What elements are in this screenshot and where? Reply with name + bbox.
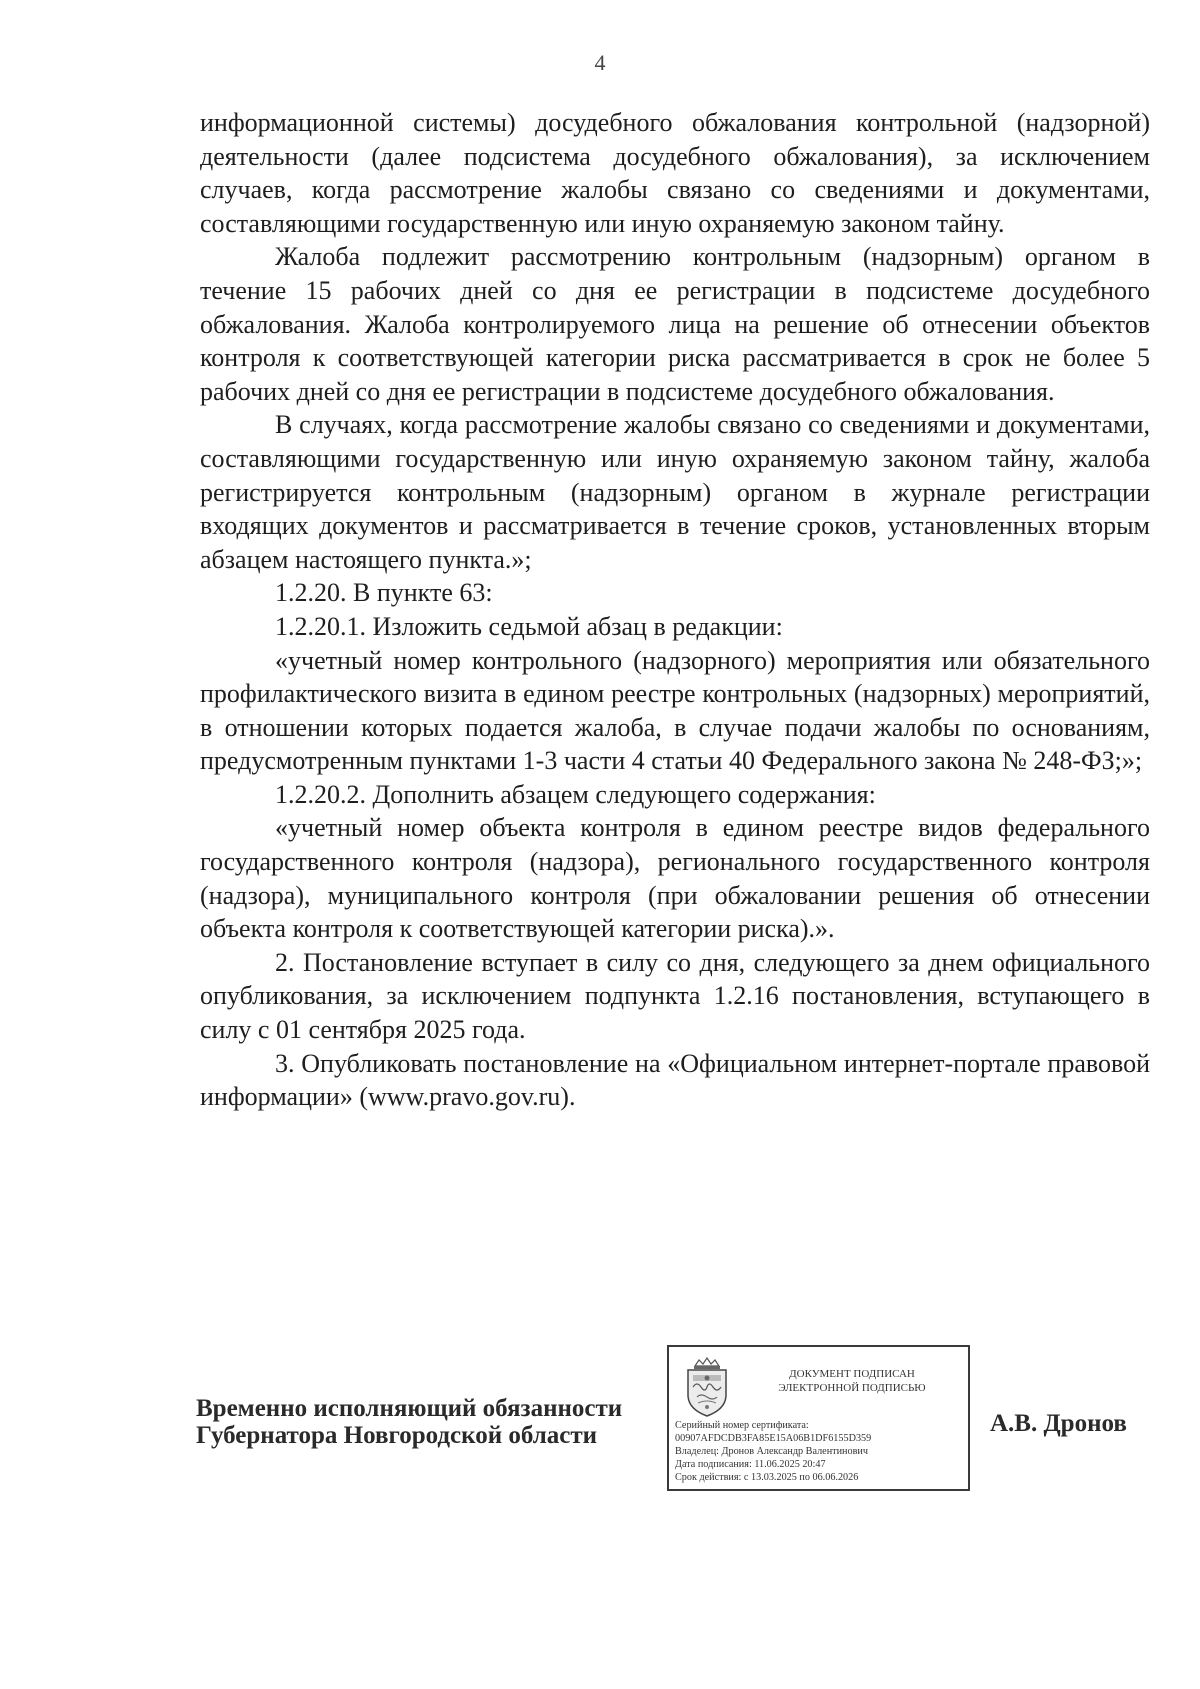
signer-name: А.В. Дронов: [990, 1410, 1127, 1437]
certificate-label: Серийный номер сертификата:: [675, 1420, 809, 1431]
novgorod-coat-of-arms-icon: [677, 1357, 737, 1419]
signer-title-line: Временно исполняющий обязанности: [196, 1395, 623, 1422]
stamp-heading-line: ЭЛЕКТРОННОЙ ПОДПИСЬЮ: [778, 1382, 926, 1394]
body-paragraph: информационной системы) досудебного обжалования контрольной (надзорной) деятельности (далее подсистема досудебного обжалования), за исключением случаев, когда рассмотрение жалобы связано со сведениями и документами, составляющими государственную или иную охраняемую законом тайну.: [200, 108, 1150, 238]
body-paragraph: «учетный номер контрольного (надзорного) мероприятия или обязательного профилактического визита в едином реестре контрольных (надзорных) мероприятий, в отношении которых подается жалоба, в случае подачи жалобы по основаниям, предусмотренным пунктами 1-3 части 4 статьи 40 Федерального закона № 248-ФЗ;»;: [200, 645, 1150, 776]
body-paragraph: «учетный номер объекта контроля в едином реестре видов федерального государственного контроля (надзора), регионального государственного контроля (надзора), муниципального контроля (при обжаловании решения об отнесении объекта контроля к соответствующей категории риска).».: [200, 813, 1150, 944]
certificate-owner: Владелец: Дронов Александр Валентинович: [675, 1446, 868, 1457]
electronic-signature-stamp: [667, 1345, 970, 1491]
body-paragraph: В случаях, когда рассмотрение жалобы связано со сведениями и документами, составляющими государственную или иную охраняемую законом тайну, жалоба регистрируется контрольным (надзорным) органом в журнале регистрации входящих документов и рассматривается в течение сроков, установленных вторым абзацем настоящего пункта.»;: [200, 410, 1150, 574]
certificate-number: 00907AFDCDB3FA85E15A06B1DF6155D359: [675, 1433, 872, 1444]
stamp-heading-line: ДОКУМЕНТ ПОДПИСАН: [789, 1368, 915, 1380]
body-paragraph: 3. Опубликовать постановление на «Официальном интернет-портале правовой информации» (www.pravo.gov.ru).: [200, 1048, 1150, 1112]
certificate-validity: Срок действия: с 13.03.2025 по 06.06.2026: [675, 1472, 859, 1483]
signer-title: [196, 1395, 622, 1449]
signing-date: Дата подписания: 11.06.2025 20:47: [675, 1459, 826, 1470]
signer-title-line: Губернатора Новгородской области: [196, 1422, 598, 1449]
body-paragraph: 1.2.20. В пункте 63:: [275, 578, 493, 608]
page-number: 4: [594, 50, 606, 75]
stamp-details: [675, 1419, 967, 1484]
body-paragraph: 1.2.20.1. Изложить седьмой абзац в редакции:: [275, 611, 783, 641]
document-body: [200, 106, 1150, 1114]
stamp-heading: [741, 1367, 963, 1395]
signature-block: [0, 1345, 1200, 1505]
body-paragraph: 1.2.20.2. Дополнить абзацем следующего содержания:: [275, 779, 876, 809]
body-paragraph: 2. Постановление вступает в силу со дня, следующего за днем официального опубликования, за исключением подпункта 1.2.16 постановления, вступающего в силу с 01 сентября 2025 года.: [200, 947, 1150, 1045]
body-paragraph: Жалоба подлежит рассмотрению контрольным (надзорным) органом в течение 15 рабочих дней со дня ее регистрации в подсистеме досудебного обжалования. Жалоба контролируемого лица на решение об отнесении объектов контроля к соответствующей категории риска рассматривается в срок не более 5 рабочих дней со дня ее регистрации в подсистеме досудебного обжалования.: [200, 242, 1150, 406]
